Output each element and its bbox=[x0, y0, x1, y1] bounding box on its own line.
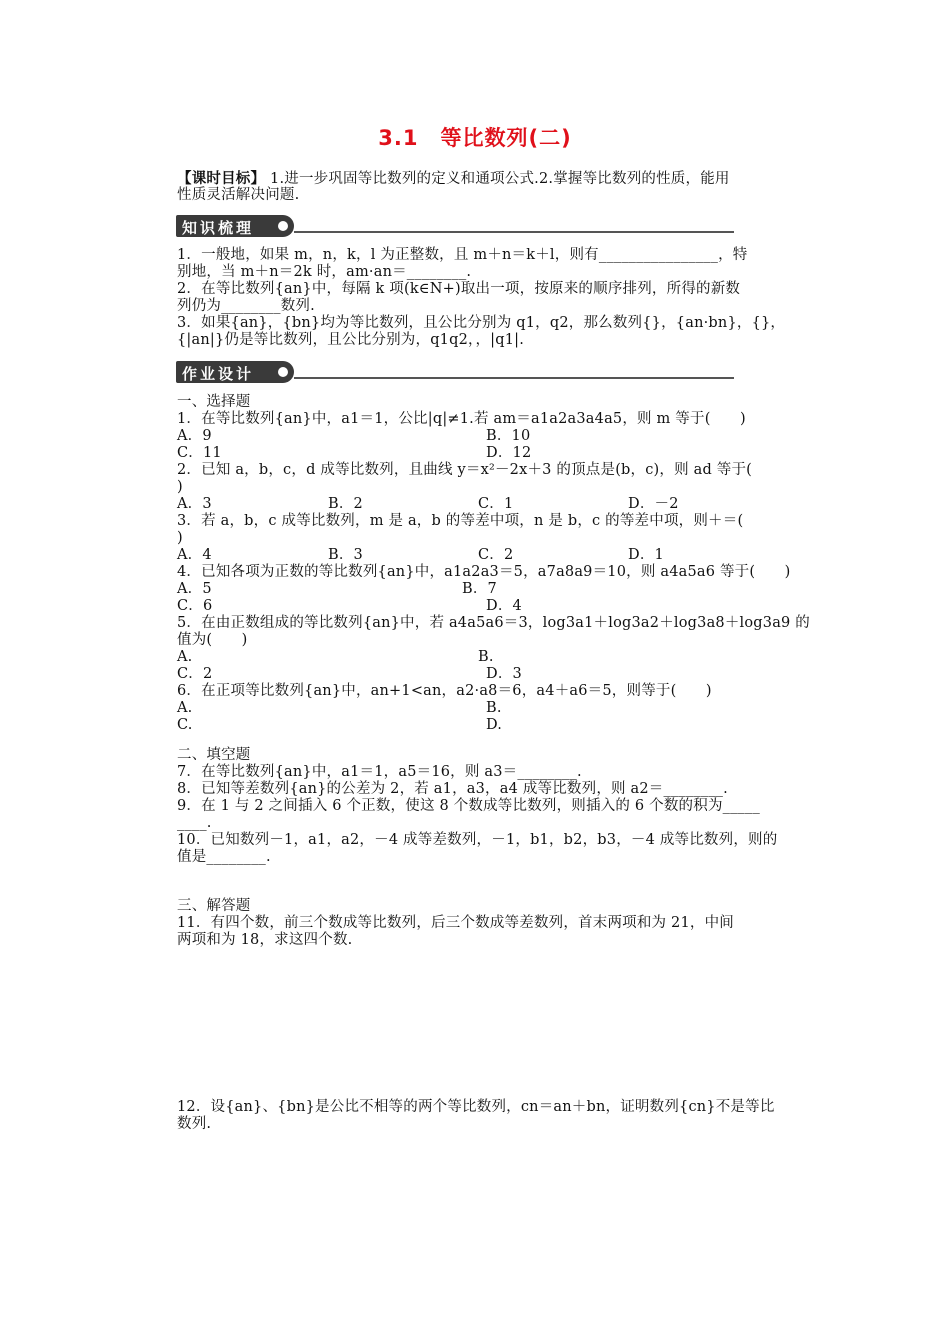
question-text: 值为( ) bbox=[177, 632, 248, 648]
option: D．12 bbox=[486, 445, 532, 461]
objectives-label: 【课时目标】 bbox=[177, 170, 266, 187]
question-text: ) bbox=[177, 530, 183, 546]
question-text: 4．已知各项为正数的等比数列{an}中，a1a2a3＝5，a7a8a9＝10，则 a4a5a6 等于( ) bbox=[177, 564, 791, 580]
knowledge-line: 1．一般地，如果 m，n，k，l 为正整数，且 m＋n＝k＋l，则有________________，特 bbox=[177, 247, 748, 263]
answer-question: 12．设{an}、{bn}是公比不相等的两个等比数列，cn＝an＋bn，证明数列{cn}不是等比 bbox=[177, 1099, 775, 1115]
bullet-icon bbox=[278, 367, 288, 377]
section-heading: 一、选择题 bbox=[177, 394, 251, 410]
fill-question: 值是________. bbox=[177, 849, 271, 865]
option: A. bbox=[177, 700, 193, 716]
fill-question: 9．在 1 与 2 之间插入 6 个正数，使这 8 个数成等比数列，则插入的 6 个数的积为_____ bbox=[177, 798, 760, 814]
option: B．7 bbox=[462, 581, 497, 597]
option: C. bbox=[177, 717, 193, 733]
fill-question: 10．已知数列－1，a1，a2，－4 成等差数列，－1，b1，b2，b3，－4 成等比数列，则的 bbox=[177, 832, 778, 848]
knowledge-line: {|an|}仍是等比数列，且公比分别为，q1q2，，|q1|. bbox=[177, 332, 525, 348]
option: C．6 bbox=[177, 598, 213, 614]
question-text: ) bbox=[177, 479, 183, 495]
banner-rule bbox=[294, 231, 734, 233]
knowledge-line: 别地，当 m＋n＝2k 时，am·an＝________. bbox=[177, 264, 472, 280]
option: C．2 bbox=[478, 547, 514, 563]
option: C．1 bbox=[478, 496, 514, 512]
option: D. bbox=[486, 717, 503, 733]
question-text: 5．在由正数组成的等比数列{an}中，若 a4a5a6＝3，log3a1＋log3a2＋log3a8＋log3a9 的 bbox=[177, 615, 810, 631]
objectives bbox=[177, 170, 730, 188]
option: C．11 bbox=[177, 445, 222, 461]
knowledge-line: 列仍为________数列. bbox=[177, 298, 315, 314]
knowledge-line: 3．如果{an}，{bn}均为等比数列，且公比分别为 q1，q2，那么数列{}，{an·bn}，{}， bbox=[177, 315, 786, 331]
fill-question: ____. bbox=[177, 815, 212, 831]
option: A．3 bbox=[177, 496, 212, 512]
objectives-line1: 1.进一步巩固等比数列的定义和通项公式.2.掌握等比数列的性质，能用 bbox=[265, 171, 730, 187]
question-text: 6．在正项等比数列{an}中，an+1<an，a2·a8＝6，a4＋a6＝5，则等于( ) bbox=[177, 683, 712, 699]
knowledge-line: 2．在等比数列{an}中，每隔 k 项(k∈N+)取出一项，按原来的顺序排列，所得的新数 bbox=[177, 281, 741, 297]
option: B．10 bbox=[486, 428, 531, 444]
fill-question: 8．已知等差数列{an}的公差为 2，若 a1，a3，a4 成等比数列，则 a2＝________. bbox=[177, 781, 728, 797]
option: D．－2 bbox=[628, 496, 679, 512]
answer-question: 数列. bbox=[177, 1116, 212, 1132]
option: B．2 bbox=[328, 496, 363, 512]
option: B. bbox=[486, 700, 502, 716]
knowledge-banner-label: 知识梳理 bbox=[182, 219, 255, 237]
option: A．5 bbox=[177, 581, 212, 597]
option: C．2 bbox=[177, 666, 213, 682]
option: B．3 bbox=[328, 547, 363, 563]
question-text: 3．若 a，b，c 成等比数列，m 是 a，b 的等差中项，n 是 b，c 的等差中项，则＋＝( bbox=[177, 513, 744, 529]
question-text: 1．在等比数列{an}中，a1＝1，公比|q|≠1.若 am＝a1a2a3a4a5，则 m 等于( ) bbox=[177, 411, 746, 427]
bullet-icon bbox=[278, 221, 288, 231]
banner-rule bbox=[294, 377, 734, 379]
fill-question: 7．在等比数列{an}中，a1＝1，a5＝16，则 a3＝________. bbox=[177, 764, 582, 780]
page-title: 3.1 等比数列(二) bbox=[378, 126, 572, 150]
section-heading: 三、解答题 bbox=[177, 898, 251, 914]
option: D．1 bbox=[628, 547, 664, 563]
section-heading: 二、填空题 bbox=[177, 747, 251, 763]
option: D．3 bbox=[486, 666, 522, 682]
answer-question: 两项和为 18，求这四个数. bbox=[177, 932, 353, 948]
answer-question: 11．有四个数，前三个数成等比数列，后三个数成等差数列，首末两项和为 21，中间 bbox=[177, 915, 735, 931]
question-text: 2．已知 a，b，c，d 成等比数列，且曲线 y＝x²－2x＋3 的顶点是(b，c)，则 ad 等于( bbox=[177, 462, 753, 478]
option: A．9 bbox=[177, 428, 212, 444]
option: D．4 bbox=[486, 598, 522, 614]
option: A. bbox=[177, 649, 193, 665]
objectives-line2: 性质灵活解决问题. bbox=[177, 187, 300, 203]
homework-banner-label: 作业设计 bbox=[182, 365, 255, 383]
option: A．4 bbox=[177, 547, 212, 563]
option: B. bbox=[478, 649, 494, 665]
